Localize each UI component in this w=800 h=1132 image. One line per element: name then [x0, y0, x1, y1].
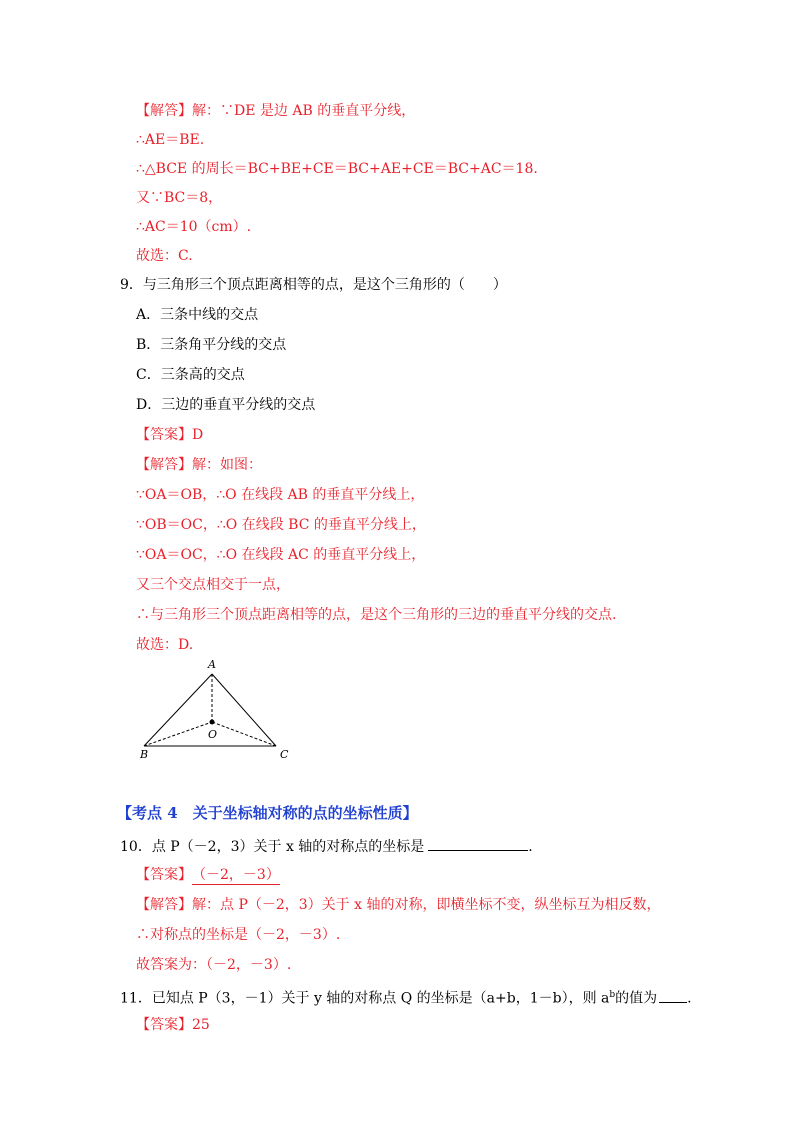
- q8-solution-line-1: 【解答】解：∵DE 是边 AB 的垂直平分线，: [136, 103, 416, 119]
- point-label-o: O: [208, 728, 218, 741]
- q9-answer: [136, 426, 203, 444]
- exponent-b: b: [609, 990, 616, 1000]
- q10-stem-end: .: [528, 839, 533, 855]
- answer-value: 25: [192, 1017, 210, 1033]
- q9-option-c: C．三条高的交点: [136, 367, 245, 383]
- answer-label: 【答案】: [136, 867, 192, 883]
- q9-option-b: B．三条角平分线的交点: [136, 337, 287, 353]
- q9-solution-line-4: ∵OA＝OC，∴O 在线段 AC 的垂直平分线上，: [136, 547, 426, 563]
- q9-solution-line-1: 【解答】解：如图：: [136, 457, 262, 473]
- q9-solution-line-3: ∵OB＝OC，∴O 在线段 BC 的垂直平分线上，: [136, 517, 426, 533]
- q10-solution-line-1: 【解答】解：点 P（－2，3）关于 x 轴的对称，即横坐标不变，纵坐标互为相反数，: [136, 897, 661, 913]
- answer-value: （－2，－3）: [192, 867, 280, 883]
- q9-solution-line-7: 故选：D.: [136, 637, 194, 653]
- q8-solution-line-5: ∴AC＝10（cm）.: [136, 219, 252, 235]
- vertex-label-b: B: [140, 748, 149, 761]
- q10-solution-line-3: 故答案为：（－2，－3）.: [136, 957, 292, 973]
- q9-stem: 9．与三角形三个顶点距离相等的点，是这个三角形的（ ）: [120, 277, 507, 293]
- q10-stem: [120, 836, 533, 856]
- answer-value: D: [192, 427, 204, 443]
- triangle-figure: [130, 652, 300, 767]
- answer-blank: [659, 988, 687, 1003]
- section-heading: 【考点 4 关于坐标轴对称的点的坐标性质】: [117, 804, 418, 822]
- q11-answer: [136, 1016, 210, 1034]
- answer-blank: [428, 836, 528, 851]
- q9-option-d: D．三边的垂直平分线的交点: [136, 397, 316, 413]
- q8-solution-line-6: 故选：C.: [136, 248, 193, 264]
- q9-option-a: A．三条中线的交点: [136, 307, 259, 323]
- answer-label: 【答案】: [136, 427, 192, 443]
- vertex-label-c: C: [280, 748, 289, 761]
- q9-solution-line-6: ∴与三角形三个顶点距离相等的点，是这个三角形的三边的垂直平分线的交点.: [136, 607, 617, 623]
- vertex-label-a: A: [208, 658, 216, 671]
- q8-solution-line-4: 又∵BC＝8，: [136, 190, 223, 206]
- q10-solution-line-2: ∴对称点的坐标是（－2，－3）.: [136, 927, 341, 943]
- q11-stem-end: .: [687, 990, 692, 1007]
- q8-solution-line-2: ∴AE＝BE.: [136, 132, 205, 148]
- answer-label: 【答案】: [136, 1017, 192, 1033]
- q11-stem: [120, 986, 692, 1008]
- q11-stem-text: 11．已知点 P（3，－1）关于 y 轴的对称点 Q 的坐标是（a+b，1－b），则 a: [120, 990, 610, 1007]
- q10-answer: [136, 866, 280, 885]
- q9-solution-line-5: 又三个交点相交于一点，: [136, 577, 290, 593]
- q11-stem-text-2: 的值为: [615, 990, 658, 1007]
- q10-stem-text: 10．点 P（－2，3）关于 x 轴的对称点的坐标是: [120, 839, 425, 855]
- q9-solution-line-2: ∵OA＝OB，∴O 在线段 AB 的垂直平分线上，: [136, 487, 425, 503]
- q8-solution-line-3: ∴△BCE 的周长＝BC+BE+CE＝BC+AE+CE＝BC+AC＝18.: [136, 161, 538, 177]
